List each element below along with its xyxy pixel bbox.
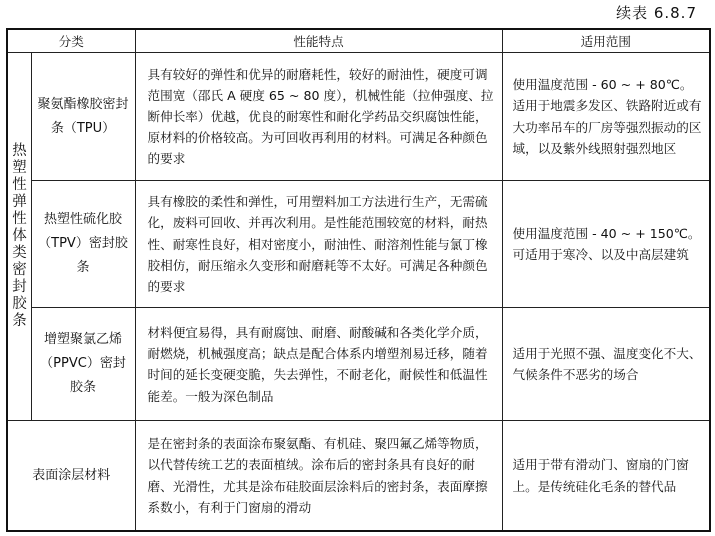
material-features: 材料便宜易得，具有耐腐蚀、耐磨、耐酸碱和各类化学介质，耐燃烧，机械强度高；缺点是配合体系内增塑剂易迁移，随着时间的延长变硬变脆，失去弹性，不耐老化，耐候性和低温性能差。一般为深色制品	[135, 308, 502, 421]
material-name: 热塑性硫化胶（TPV）密封胶条	[31, 181, 135, 308]
surface-scope: 适用于带有滑动门、窗扇的门窗上。是传统硅化毛条的替代品	[502, 421, 710, 531]
material-scope: 适用于光照不强、温度变化不大、气候条件不恶劣的场合	[502, 308, 710, 421]
surface-name: 表面涂层材料	[7, 421, 135, 531]
header-scope: 适用范围	[502, 29, 710, 53]
group-label: 热塑性弹性体类密封胶条	[12, 142, 27, 329]
table-row	[7, 181, 710, 308]
material-features: 具有橡胶的柔性和弹性，可用塑料加工方法进行生产，无需硫化，废料可回收、并再次利用。是性能范围较宽的材料，耐热性、耐寒性良好，相对密度小，耐油性、耐溶剂性能与氯丁橡胶相仿，耐压缩永久变形和耐磨耗等不太好。可满足各种颜色的要求	[135, 181, 502, 308]
material-scope: 使用温度范围 - 40 ~ + 150℃。可适用于寒冷、以及中高层建筑	[502, 181, 710, 308]
header-row	[7, 29, 710, 53]
table-caption: 续表 6.8.7	[616, 4, 697, 22]
table-row	[7, 53, 710, 181]
table-row	[7, 308, 710, 421]
table-row	[7, 421, 710, 531]
material-name: 聚氨酯橡胶密封条（TPU）	[31, 53, 135, 181]
material-scope: 使用温度范围 - 60 ~ + 80℃。适用于地震多发区、铁路附近或有大功率吊车的厂房等强烈振动的区域，以及紫外线照射强烈地区	[502, 53, 710, 181]
header-features: 性能特点	[135, 29, 502, 53]
group-cell	[7, 53, 31, 421]
material-name: 增塑聚氯乙烯（PPVC）密封胶条	[31, 308, 135, 421]
surface-features: 是在密封条的表面涂布聚氨酯、有机硅、聚四氟乙烯等物质，以代替传统工艺的表面植绒。涂布后的密封条具有良好的耐磨、光滑性，尤其是涂布硅胶面层涂料后的密封条，表面摩擦系数小，有利于门窗扇的滑动	[135, 421, 502, 531]
header-category: 分类	[7, 29, 135, 53]
material-table	[6, 28, 711, 532]
material-features: 具有较好的弹性和优异的耐磨耗性，较好的耐油性，硬度可调范围宽（邵氏 A 硬度 65 ~ 80 度），机械性能（拉伸强度、拉断伸长率）优越，优良的耐寒性和耐化学药品交织腐蚀性能，原材料的价格较高。为可回收再利用的材料。可满足各种颜色的要求	[135, 53, 502, 181]
